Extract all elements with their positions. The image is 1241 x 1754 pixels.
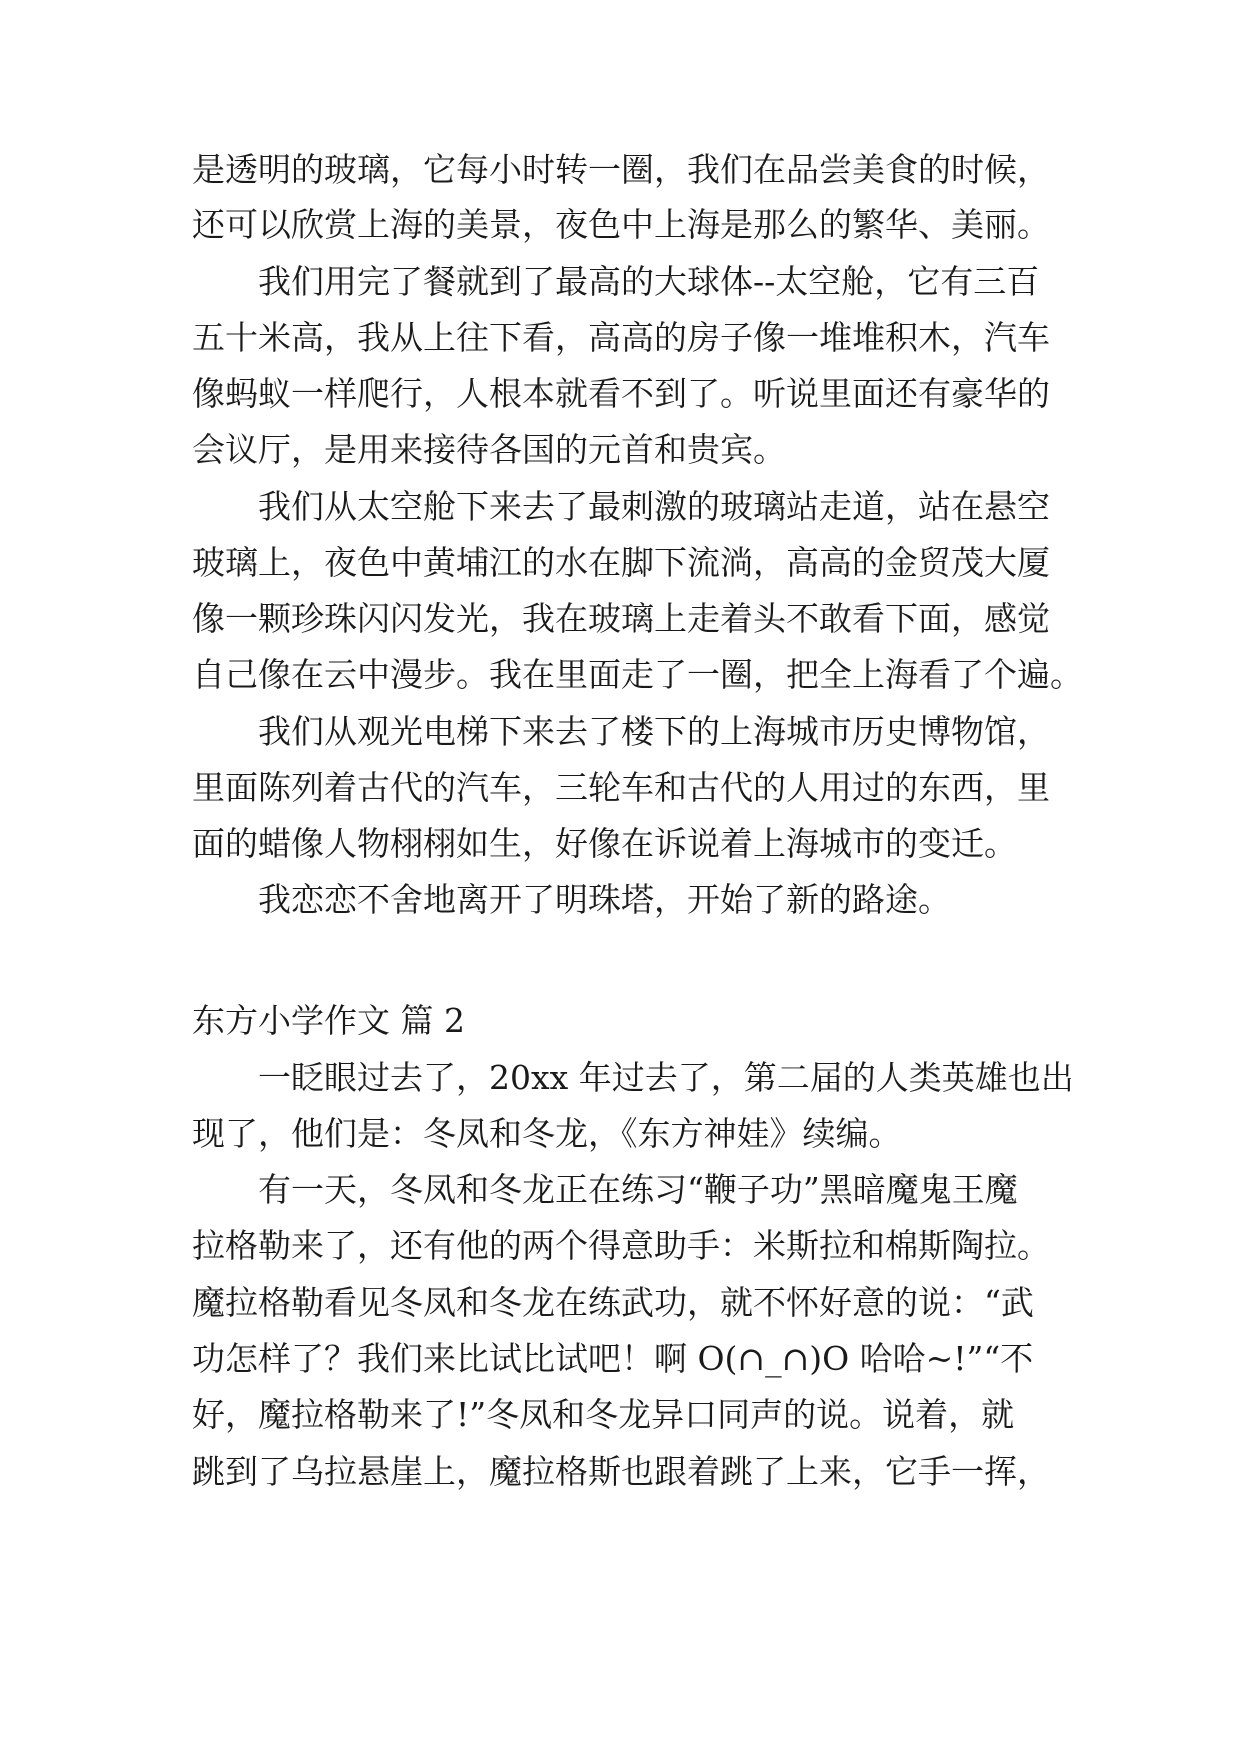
section-heading: 东方小学作文 篇 2 <box>192 1001 465 1040</box>
paragraph-line: 我们从观光电梯下来去了楼下的上海城市历史博物馆， <box>258 712 1050 751</box>
paragraph-line: 我恋恋不舍地离开了明珠塔，开始了新的路途。 <box>258 880 951 919</box>
paragraph-line: 跳到了乌拉悬崖上，魔拉格斯也跟着跳了上来，它手一挥， <box>192 1452 1050 1491</box>
paragraph-line: 现了，他们是：冬凤和冬龙，《东方神娃》续编。 <box>192 1114 902 1153</box>
paragraph-line: 我们从太空舱下来去了最刺激的玻璃站走道，站在悬空 <box>258 487 1050 526</box>
paragraph-line: 会议厅，是用来接待各国的元首和贵宾。 <box>192 430 786 469</box>
paragraph-line: 自己像在云中漫步。我在里面走了一圈，把全上海看了个遍。 <box>192 655 1083 694</box>
paragraph-line: 像蚂蚁一样爬行，人根本就看不到了。听说里面还有豪华的 <box>192 374 1050 413</box>
paragraph-line: 面的蜡像人物栩栩如生，好像在诉说着上海城市的变迁。 <box>192 824 1017 863</box>
paragraph-line: 玻璃上，夜色中黄埔江的水在脚下流淌，高高的金贸茂大厦 <box>192 543 1050 582</box>
paragraph-line: 一眨眼过去了，20xx 年过去了，第二届的人类英雄也出 <box>258 1058 1074 1097</box>
paragraph-line: 五十米高，我从上往下看，高高的房子像一堆堆积木，汽车 <box>192 318 1050 357</box>
paragraph-line: 像一颗珍珠闪闪发光，我在玻璃上走着头不敢看下面，感觉 <box>192 599 1050 638</box>
paragraph-line: 我们用完了餐就到了最高的大球体--太空舱，它有三百 <box>258 262 1040 301</box>
paragraph-line: 里面陈列着古代的汽车，三轮车和古代的人用过的东西，里 <box>192 768 1050 807</box>
paragraph-line: 魔拉格勒看见冬凤和冬龙在练武功，就不怀好意的说：“武 <box>192 1283 1034 1322</box>
paragraph-line: 功怎样了？我们来比试比试吧！啊 O(∩_∩)O 哈哈~!”“不 <box>192 1339 1034 1378</box>
paragraph-line: 好，魔拉格勒来了!”冬凤和冬龙异口同声的说。说着，就 <box>192 1395 1015 1434</box>
paragraph-line: 有一天，冬凤和冬龙正在练习“鞭子功”黑暗魔鬼王魔 <box>258 1170 1018 1209</box>
paragraph-line: 是透明的玻璃，它每小时转一圈，我们在品尝美食的时候， <box>192 150 1050 189</box>
paragraph-line: 拉格勒来了，还有他的两个得意助手：米斯拉和棉斯陶拉。 <box>192 1226 1050 1265</box>
paragraph-line: 还可以欣赏上海的美景，夜色中上海是那么的繁华、美丽。 <box>192 205 1050 244</box>
